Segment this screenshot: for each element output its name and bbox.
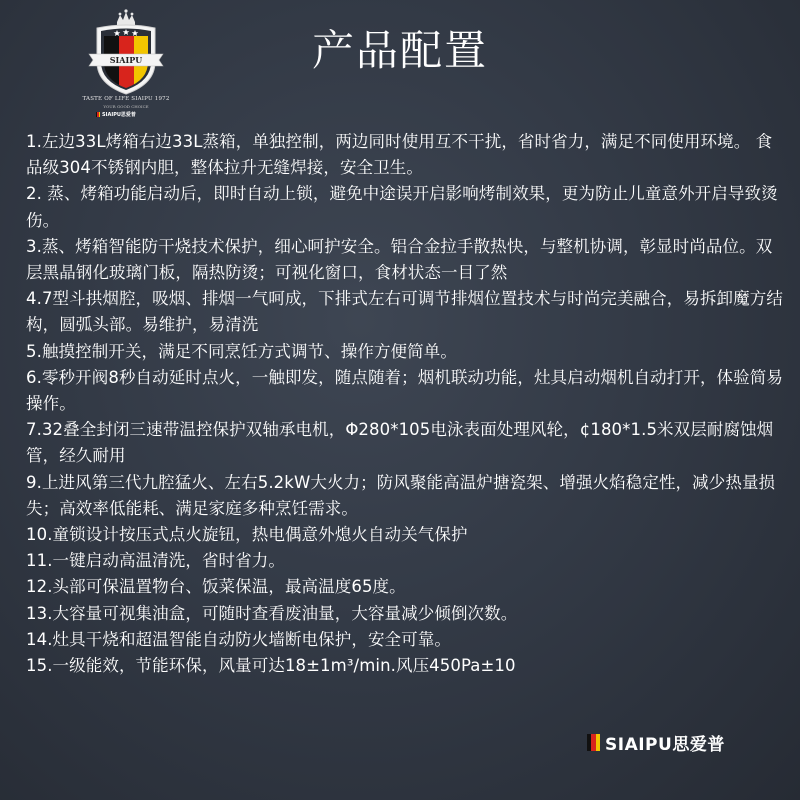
feature-item: 4.7型斗拱烟腔，吸烟、排烟一气呵成，下排式左右可调节排烟位置技术与时尚完美融合，易拆卸魔方结构，圆弧头部。易维护，易清洗 xyxy=(26,289,783,335)
logo-subtagline: YOUR GOOD CHOICE xyxy=(103,104,149,109)
page-title: 产品配置 xyxy=(311,26,488,75)
feature-item: 10.童锁设计按压式点火旋钮，热电偶意外熄火自动关气保护 xyxy=(26,525,468,545)
feature-item: 5.触摸控制开关，满足不同烹饪方式调节、操作方便简单。 xyxy=(26,341,457,361)
brand-text: SIAIPU思爱普 xyxy=(605,734,725,755)
feature-item: 1.左边33L烤箱右边33L蒸箱，单独控制，两边同时使用互不干扰，省时省力，满足不同使用环境。 食品级304不锈钢内胆，整体拉升无缝焊接，安全卫生。 xyxy=(26,132,773,178)
brand-mark xyxy=(587,728,725,756)
feature-item: 14.灶具干烧和超温智能自动防火墙断电保护，安全可靠。 xyxy=(26,629,451,649)
logo-tagline: TASTE OF LIFE SIAIPU 1972 xyxy=(82,96,170,102)
feature-item: 7.32叠全封闭三速带温控保护双轴承电机，Φ280*105电泳表面处理风轮，¢180*1.5米双层耐腐蚀烟管，经久耐用 xyxy=(26,420,774,466)
feature-item: 13.大容量可视集油盒，可随时查看废油量，大容量减少倾倒次数。 xyxy=(26,603,518,623)
feature-item: 6.零秒开阀8秒自动延时点火，一触即发，随点随着；烟机联动功能，灶具启动烟机自动打开，体验简易操作。 xyxy=(26,367,783,414)
feature-list xyxy=(26,129,788,679)
feature-item: 9.上进风第三代九腔猛火、左右5.2kW大火力；防风聚能高温炉搪瓷架、增强火焰稳定性，减少热量损失；高效率低能耗、满足家庭多种烹饪需求。 xyxy=(26,472,776,518)
logo-brandline xyxy=(96,111,136,118)
flag-icon xyxy=(587,734,600,751)
feature-item: 3.蒸、烤箱智能防干烧技术保护，细心呵护安全。铝合金拉手散热快，与整机协调，彰显时尚品位。双层黑晶钢化玻璃门板，隔热防烫；可视化窗口，食材状态一目了然 xyxy=(26,236,773,283)
logo-brandline-text: SIAIPU思爱普 xyxy=(102,112,136,118)
feature-item: 12.头部可保温置物台、饭菜保温，最高温度65度。 xyxy=(26,577,406,597)
feature-item: 11.一键启动高温清洗，省时省力。 xyxy=(26,551,285,571)
feature-item: 15.一级能效，节能环保，风量可达18±1m³/min.风压450Pa±10 xyxy=(26,656,516,676)
logo-name: SIAIPU xyxy=(109,55,143,65)
feature-item: 2. 蒸、烤箱功能启动后，即时自动上锁，避免中途误开启影响烤制效果，更为防止儿童意外开启导致烫伤。 xyxy=(26,184,778,230)
mini-flag-icon xyxy=(96,112,100,117)
